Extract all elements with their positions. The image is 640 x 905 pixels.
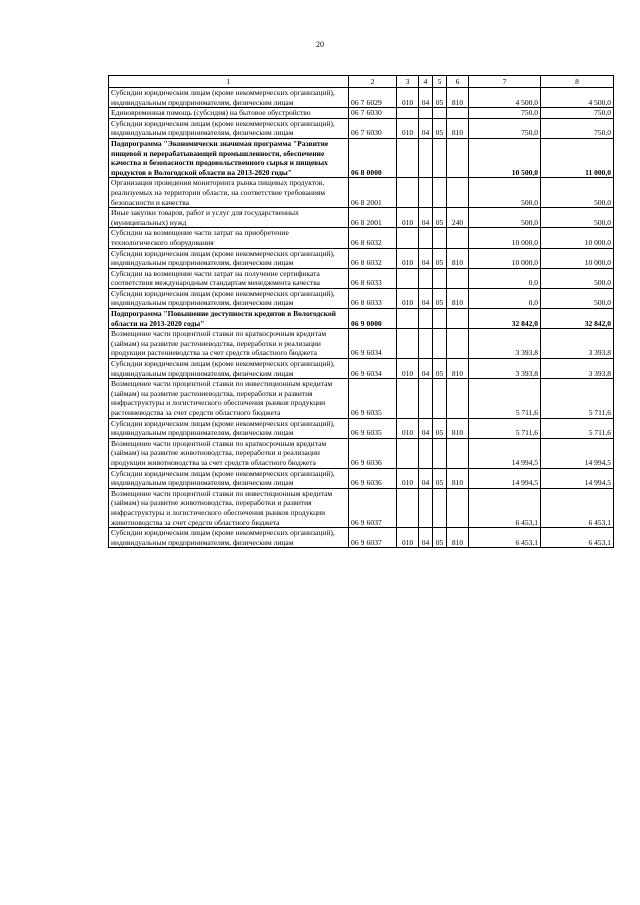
row-code: 06 9 0000 [349, 309, 397, 329]
table-row [109, 138, 614, 177]
row-name: Организация проведения мониторинга рынка пищевых продуктов, реализуемых на территории области, на соответствие требованиям безопасности и качества [109, 178, 349, 208]
row-col-6: 810 [447, 359, 469, 379]
row-col-5 [433, 488, 447, 527]
row-code: 06 7 6030 [349, 108, 397, 119]
row-col-4 [419, 228, 433, 248]
row-col-6 [447, 178, 469, 208]
row-col-3: 010 [397, 528, 419, 548]
row-col-4: 04 [419, 468, 433, 488]
row-col-4 [419, 329, 433, 359]
row-col-5 [433, 438, 447, 468]
row-code: 06 7 6029 [349, 88, 397, 108]
row-col-6: 810 [447, 118, 469, 138]
row-name: Возмещение части процентной ставки по краткосрочным кредитам (займам) на развитие животноводства, переработки и реализации продукции животноводства за счет средств областного бюджета [109, 438, 349, 468]
row-amount-8: 500,0 [541, 288, 614, 308]
row-col-3: 010 [397, 118, 419, 138]
row-col-6: 810 [447, 88, 469, 108]
table-row [109, 418, 614, 438]
row-amount-8: 500,0 [541, 178, 614, 208]
row-amount-8: 6 453,1 [541, 488, 614, 527]
table-row [109, 228, 614, 248]
row-col-6 [447, 228, 469, 248]
row-amount-8: 500,0 [541, 268, 614, 288]
table-row [109, 288, 614, 308]
row-amount-7: 3 393,8 [469, 329, 541, 359]
row-code: 06 8 6033 [349, 268, 397, 288]
row-code: 06 7 6030 [349, 118, 397, 138]
row-name: Возмещение части процентной ставки по инвестиционным кредитам (займам) на развитие растениеводства, переработки и развития инфраструктуры и логистического обеспечения рынков продукции растениеводства за счет средств областного бюджета [109, 379, 349, 418]
row-col-4: 04 [419, 208, 433, 228]
table-row [109, 118, 614, 138]
row-amount-7: 5 711,6 [469, 379, 541, 418]
row-amount-7: 500,0 [469, 208, 541, 228]
row-code: 06 8 2001 [349, 178, 397, 208]
row-amount-8: 14 994,5 [541, 468, 614, 488]
row-amount-7: 750,0 [469, 118, 541, 138]
row-col-5 [433, 178, 447, 208]
table-row [109, 268, 614, 288]
row-col-4 [419, 268, 433, 288]
row-name: Единовременная помощь (субсидия) на бытовое обустройство [109, 108, 349, 119]
row-name: Подпрограмма "Экономически значимая программа "Развитие пищевой и перерабатывающей промышленности, обеспечение качества и безопасности продовольственного сырья и пищевых продуктов в Вологодской области на 2013-2020 годы" [109, 138, 349, 177]
row-amount-8: 750,0 [541, 118, 614, 138]
row-code: 06 8 6032 [349, 248, 397, 268]
row-amount-7: 0,0 [469, 288, 541, 308]
row-amount-8: 6 453,1 [541, 528, 614, 548]
row-name: Подпрограмма "Повышение доступности кредитов в Вологодской области на 2013-2020 годы" [109, 309, 349, 329]
header-col-7: 7 [469, 76, 541, 88]
row-col-6: 810 [447, 248, 469, 268]
table-row [109, 248, 614, 268]
row-name: Субсидии юридическим лицам (кроме некоммерческих организаций), индивидуальным предпринимателям, физическим лицам [109, 288, 349, 308]
row-amount-8: 750,0 [541, 108, 614, 119]
row-code: 06 9 6035 [349, 418, 397, 438]
row-name: Субсидии юридическим лицам (кроме некоммерческих организаций), индивидуальным предпринимателям, физическим лицам [109, 468, 349, 488]
header-col-8: 8 [541, 76, 614, 88]
row-col-3: 010 [397, 288, 419, 308]
row-col-6 [447, 309, 469, 329]
row-col-3 [397, 379, 419, 418]
row-col-5: 05 [433, 528, 447, 548]
table-row [109, 88, 614, 108]
row-col-4 [419, 488, 433, 527]
row-name: Субсидии юридическим лицам (кроме некоммерческих организаций), индивидуальным предпринимателям, физическим лицам [109, 528, 349, 548]
row-col-4: 04 [419, 418, 433, 438]
row-amount-7: 4 500,0 [469, 88, 541, 108]
row-amount-7: 10 000,0 [469, 228, 541, 248]
row-col-5 [433, 379, 447, 418]
table-body [109, 88, 614, 548]
table-header-row [109, 76, 614, 88]
row-col-4: 04 [419, 528, 433, 548]
table-row [109, 528, 614, 548]
row-name: Субсидии юридическим лицам (кроме некоммерческих организаций), индивидуальным предпринимателям, физическим лицам [109, 248, 349, 268]
row-name: Возмещение части процентной ставки по инвестиционным кредитам (займам) на развитие животноводства, переработки и развития инфраструктуры и логистического обеспечения рынков продукции животноводства за счет средств областного бюджета [109, 488, 349, 527]
table-row [109, 468, 614, 488]
row-col-6 [447, 108, 469, 119]
table-row [109, 359, 614, 379]
row-amount-7: 750,0 [469, 108, 541, 119]
row-code: 06 8 6033 [349, 288, 397, 308]
row-code: 06 9 6036 [349, 438, 397, 468]
row-amount-7: 5 711,6 [469, 418, 541, 438]
row-name: Субсидии юридическим лицам (кроме некоммерческих организаций), индивидуальным предпринимателям, физическим лицам [109, 88, 349, 108]
row-amount-8: 3 393,8 [541, 329, 614, 359]
row-code: 06 9 6034 [349, 329, 397, 359]
row-amount-7: 14 994,5 [469, 468, 541, 488]
row-col-4 [419, 438, 433, 468]
table-row [109, 438, 614, 468]
row-amount-8: 500,0 [541, 208, 614, 228]
row-name: Субсидии юридическим лицам (кроме некоммерческих организаций), индивидуальным предпринимателям, физическим лицам [109, 418, 349, 438]
row-code: 06 9 6037 [349, 528, 397, 548]
row-col-3 [397, 138, 419, 177]
row-col-6 [447, 488, 469, 527]
row-name: Субсидии на возмещение части затрат на приобретение технологического оборудования [109, 228, 349, 248]
row-col-6 [447, 138, 469, 177]
row-col-5 [433, 329, 447, 359]
row-col-4 [419, 379, 433, 418]
row-col-3 [397, 108, 419, 119]
row-col-6 [447, 268, 469, 288]
row-amount-8: 10 000,0 [541, 228, 614, 248]
table-row [109, 108, 614, 119]
row-code: 06 9 6034 [349, 359, 397, 379]
row-col-5: 05 [433, 208, 447, 228]
row-name: Субсидии юридическим лицам (кроме некоммерческих организаций), индивидуальным предпринимателям, физическим лицам [109, 359, 349, 379]
row-code: 06 9 6037 [349, 488, 397, 527]
row-col-3 [397, 178, 419, 208]
row-col-6: 810 [447, 528, 469, 548]
row-col-3: 010 [397, 208, 419, 228]
header-col-6: 6 [447, 76, 469, 88]
row-col-5: 05 [433, 118, 447, 138]
row-code: 06 8 6032 [349, 228, 397, 248]
row-col-3: 010 [397, 248, 419, 268]
row-name: Субсидии юридическим лицам (кроме некоммерческих организаций), индивидуальным предпринимателям, физическим лицам [109, 118, 349, 138]
row-col-3: 010 [397, 88, 419, 108]
row-col-6: 240 [447, 208, 469, 228]
row-col-3: 010 [397, 359, 419, 379]
row-name: Субсидии на возмещение части затрат на получение сертификата соответствия международным стандартам менеджмента качества [109, 268, 349, 288]
page-number: 20 [316, 40, 324, 49]
row-col-6 [447, 329, 469, 359]
row-amount-7: 500,0 [469, 178, 541, 208]
row-amount-8: 3 393,8 [541, 359, 614, 379]
row-code: 06 9 6035 [349, 379, 397, 418]
row-col-3 [397, 268, 419, 288]
row-col-3 [397, 309, 419, 329]
row-amount-8: 5 711,6 [541, 418, 614, 438]
row-amount-8: 14 994,5 [541, 438, 614, 468]
row-col-3 [397, 488, 419, 527]
row-col-5 [433, 138, 447, 177]
header-col-1: 1 [109, 76, 349, 88]
header-col-5: 5 [433, 76, 447, 88]
row-amount-8: 5 711,6 [541, 379, 614, 418]
table-row [109, 379, 614, 418]
row-col-5 [433, 228, 447, 248]
row-amount-7: 0,0 [469, 268, 541, 288]
row-amount-7: 6 453,1 [469, 488, 541, 527]
row-col-6: 810 [447, 288, 469, 308]
row-col-4: 04 [419, 88, 433, 108]
row-col-6: 810 [447, 468, 469, 488]
row-name: Иные закупки товаров, работ и услуг для государственных (муниципальных) нужд [109, 208, 349, 228]
row-code: 06 9 6036 [349, 468, 397, 488]
row-col-6 [447, 438, 469, 468]
row-col-4 [419, 309, 433, 329]
row-amount-7: 6 453,1 [469, 528, 541, 548]
header-col-3: 3 [397, 76, 419, 88]
row-col-4: 04 [419, 248, 433, 268]
table-row [109, 488, 614, 527]
row-col-3 [397, 438, 419, 468]
row-col-4 [419, 178, 433, 208]
row-col-5: 05 [433, 288, 447, 308]
row-col-5: 05 [433, 359, 447, 379]
table-row [109, 208, 614, 228]
row-col-4: 04 [419, 359, 433, 379]
row-col-4: 04 [419, 288, 433, 308]
header-col-4: 4 [419, 76, 433, 88]
row-amount-8: 10 000,0 [541, 248, 614, 268]
row-amount-7: 10 500,0 [469, 138, 541, 177]
row-col-5: 05 [433, 468, 447, 488]
row-name: Возмещение части процентной ставки по краткосрочным кредитам (займам) на развитие растениеводства, переработки и реализации продукции растениеводства за счет средств областного бюджета [109, 329, 349, 359]
row-amount-8: 32 842,0 [541, 309, 614, 329]
row-col-3: 010 [397, 418, 419, 438]
row-amount-7: 14 994,5 [469, 438, 541, 468]
row-col-3 [397, 329, 419, 359]
row-amount-7: 32 842,0 [469, 309, 541, 329]
row-col-3 [397, 228, 419, 248]
table-row [109, 309, 614, 329]
row-amount-8: 11 000,0 [541, 138, 614, 177]
row-col-5 [433, 108, 447, 119]
row-col-3: 010 [397, 468, 419, 488]
budget-table [108, 75, 614, 548]
row-amount-7: 10 000,0 [469, 248, 541, 268]
row-col-4 [419, 138, 433, 177]
row-col-5 [433, 309, 447, 329]
table-row [109, 329, 614, 359]
row-col-4 [419, 108, 433, 119]
row-col-6 [447, 379, 469, 418]
row-col-5 [433, 268, 447, 288]
row-col-5: 05 [433, 248, 447, 268]
row-col-4: 04 [419, 118, 433, 138]
row-code: 06 8 2001 [349, 208, 397, 228]
row-col-5: 05 [433, 418, 447, 438]
row-code: 06 8 0000 [349, 138, 397, 177]
header-col-2: 2 [349, 76, 397, 88]
row-col-5: 05 [433, 88, 447, 108]
row-amount-8: 4 500,0 [541, 88, 614, 108]
table-row [109, 178, 614, 208]
row-amount-7: 3 393,8 [469, 359, 541, 379]
row-col-6: 810 [447, 418, 469, 438]
